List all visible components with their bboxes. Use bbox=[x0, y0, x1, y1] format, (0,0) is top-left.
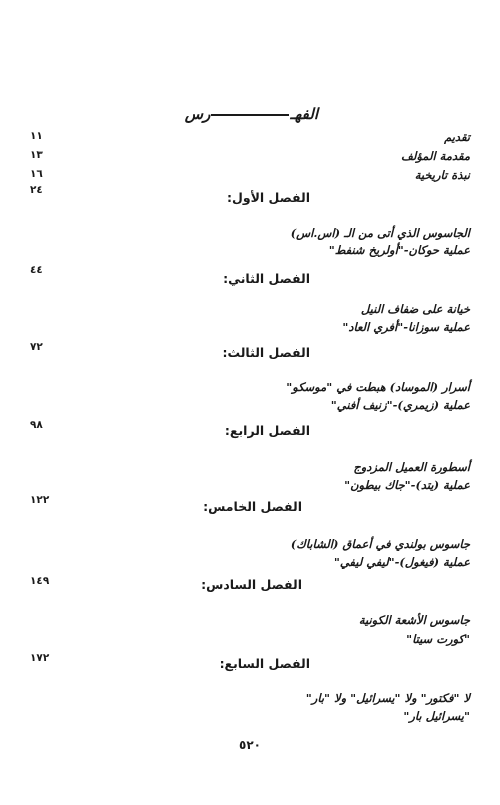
toc-page-number: ١٤٩ bbox=[30, 575, 50, 587]
toc-page-number: ٢٤ bbox=[30, 184, 43, 196]
toc-title-end: رس bbox=[184, 105, 211, 123]
chapter-heading: الفصل الثالث: bbox=[222, 345, 310, 360]
chapter-heading: الفصل الخامس: bbox=[203, 499, 302, 514]
chapter-heading: الفصل الأول: bbox=[226, 190, 310, 205]
title-kashida-rule bbox=[211, 114, 289, 116]
chapter-3-line-1 bbox=[0, 378, 500, 396]
toc-entry-title: مقدمة المؤلف bbox=[400, 149, 470, 163]
chapter-7-heading bbox=[0, 654, 500, 672]
toc-page-number: ١٣ bbox=[30, 149, 43, 161]
chapter-5-heading bbox=[0, 497, 500, 515]
chapter-1-line-2 bbox=[0, 241, 500, 259]
chapter-6-heading bbox=[0, 575, 500, 593]
toc-page-number: ١٦ bbox=[30, 168, 43, 180]
chapter-heading: الفصل السادس: bbox=[201, 577, 302, 592]
chapter-2-heading bbox=[0, 269, 500, 287]
toc-title-start: الفهـ bbox=[290, 105, 318, 123]
chapter-heading: الفصل السابع: bbox=[219, 656, 310, 671]
toc-page-number: ١٢٢ bbox=[30, 494, 50, 506]
chapter-5-line-2 bbox=[0, 553, 500, 571]
chapter-2-line-2 bbox=[0, 318, 500, 336]
toc-page-number: ٩٨ bbox=[30, 419, 43, 431]
toc-entry-title: تقديم bbox=[444, 130, 470, 144]
toc-entry-title: نبذة تاريخية bbox=[414, 168, 470, 182]
chapter-story-title: خيانة على ضفاف النيل bbox=[360, 302, 470, 316]
chapter-3-heading bbox=[0, 343, 500, 361]
chapter-6-line-1 bbox=[0, 611, 500, 629]
chapter-person-name: "كورت سيتا" bbox=[406, 632, 470, 646]
toc-page-number: ١٧٢ bbox=[30, 652, 50, 664]
toc-entry-author-intro bbox=[0, 147, 500, 165]
page-number-footer: ٥٢٠ bbox=[239, 738, 261, 752]
chapter-operation-name: عملية (فيغول)-"ليفي ليفي" bbox=[333, 555, 470, 569]
chapter-1-heading bbox=[0, 188, 500, 206]
toc-page-number: ٧٢ bbox=[30, 341, 43, 353]
toc-entry-intro bbox=[0, 128, 500, 146]
chapter-story-title: لا "فكتور" ولا "يسرائيل" ولا "بار" bbox=[305, 691, 470, 705]
chapter-7-line-1 bbox=[0, 689, 500, 707]
chapter-heading: الفصل الرابع: bbox=[224, 423, 310, 438]
chapter-7-line-2 bbox=[0, 707, 500, 725]
chapter-3-line-2 bbox=[0, 396, 500, 414]
chapter-operation-name: عملية (يتد)-"جاك بيطون" bbox=[344, 478, 470, 492]
chapter-person-name: "يسرائيل بار" bbox=[403, 709, 470, 723]
chapter-story-title: جاسوس بولندي في أعماق (الشاباك) bbox=[290, 537, 470, 551]
chapter-operation-name: عملية حوكان-"أولريخ شنفط" bbox=[328, 243, 470, 257]
toc-title bbox=[168, 103, 318, 125]
chapter-story-title: الجاسوس الذي أتى من الـ (اس.اس) bbox=[290, 226, 470, 240]
chapter-heading: الفصل الثاني: bbox=[223, 271, 310, 286]
chapter-4-line-1 bbox=[0, 458, 500, 476]
chapter-1-line-1 bbox=[0, 224, 500, 242]
chapter-story-title: جاسوس الأشعة الكونية bbox=[358, 613, 470, 627]
toc-page-number: ٤٤ bbox=[30, 264, 43, 276]
chapter-story-title: أسطورة العميل المزدوج bbox=[353, 460, 470, 474]
chapter-operation-name: عملية سوزانا-"أفري العاد" bbox=[342, 320, 470, 334]
chapter-6-line-2 bbox=[0, 630, 500, 648]
chapter-4-heading bbox=[0, 421, 500, 439]
toc-page-number: ١١ bbox=[30, 130, 43, 142]
chapter-2-line-1 bbox=[0, 300, 500, 318]
chapter-operation-name: عملية (زيمري)-"زنيف أفني" bbox=[330, 398, 470, 412]
chapter-story-title: أسرار (الموساد) هبطت في "موسكو" bbox=[286, 380, 470, 394]
chapter-5-line-1 bbox=[0, 535, 500, 553]
